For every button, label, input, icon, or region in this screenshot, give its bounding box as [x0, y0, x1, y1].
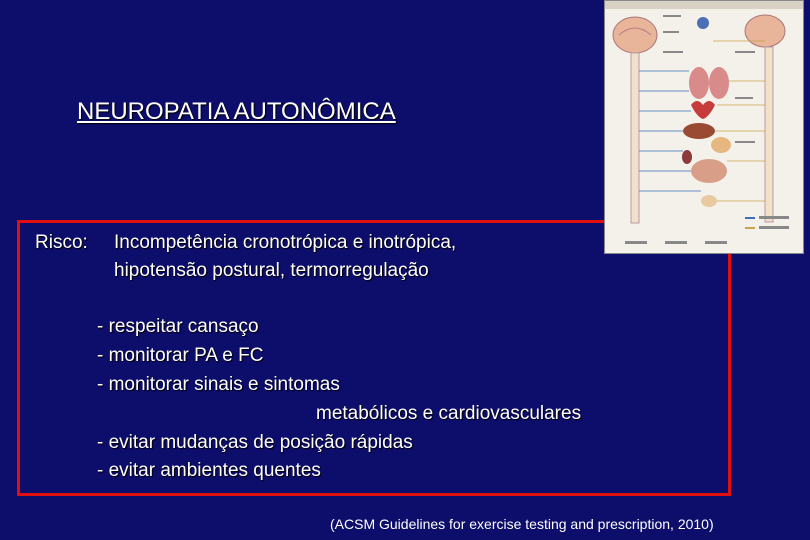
- bullet-item: - monitorar sinais e sintomas: [97, 374, 340, 395]
- bullet-item: - monitorar PA e FC: [97, 345, 264, 366]
- slide-title: NEUROPATIA AUTONÔMICA: [77, 98, 396, 125]
- bullet-item: - evitar mudanças de posição rápidas: [97, 432, 413, 453]
- risk-line-1: Incompetência cronotrópica e inotrópica,: [114, 232, 457, 253]
- bullet-item: - evitar ambientes quentes: [97, 460, 321, 481]
- citation: (ACSM Guidelines for exercise testing and prescription, 2010): [330, 516, 714, 532]
- bullet-item-continuation: metabólicos e cardiovasculares: [316, 403, 582, 424]
- risk-line-2: hipotensão postural, termorregulação: [114, 260, 429, 281]
- bullet-item: - respeitar cansaço: [97, 316, 259, 337]
- anatomy-illustration: [605, 1, 803, 253]
- autonomic-nervous-system-diagram: [604, 0, 804, 254]
- risk-label: Risco:: [35, 232, 88, 253]
